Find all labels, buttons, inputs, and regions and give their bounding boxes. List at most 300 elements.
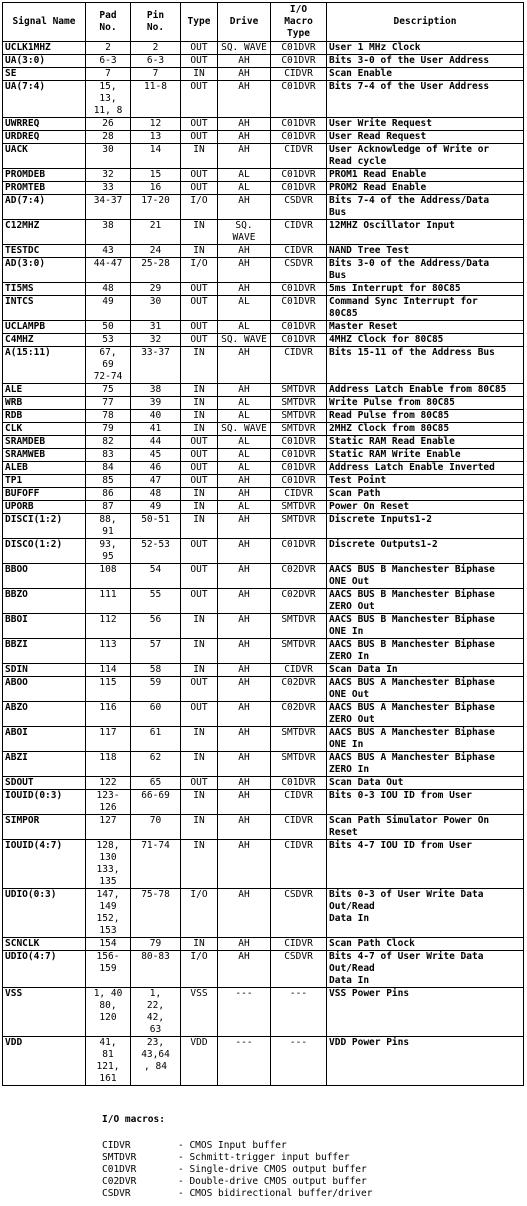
- description-cell: Scan Data Out: [327, 777, 524, 790]
- pad-no-cell: 1, 40 80, 120: [86, 988, 131, 1037]
- io-macro-cell: CIDVR: [271, 68, 327, 81]
- signal-name-cell: UDIO(4:7): [3, 951, 86, 988]
- drive-cell: AH: [218, 488, 271, 501]
- signal-name-cell: DISCI(1:2): [3, 514, 86, 539]
- signal-name-cell: BBZO: [3, 589, 86, 614]
- signal-name-cell: UA(7:4): [3, 81, 86, 118]
- description-cell: PROM1 Read Enable: [327, 169, 524, 182]
- description-cell: Discrete Outputs1-2: [327, 539, 524, 564]
- description-cell: Master Reset: [327, 321, 524, 334]
- drive-cell: AH: [218, 475, 271, 488]
- table-row: [3, 840, 524, 889]
- drive-cell: ---: [218, 1037, 271, 1086]
- signal-name-cell: AD(3:0): [3, 258, 86, 283]
- type-cell: OUT: [181, 777, 218, 790]
- drive-cell: AL: [218, 436, 271, 449]
- table-row: [3, 539, 524, 564]
- table-header-row: [3, 3, 524, 42]
- table-row: [3, 664, 524, 677]
- io-macro-cell: SMTDVR: [271, 397, 327, 410]
- type-cell: IN: [181, 68, 218, 81]
- drive-cell: AH: [218, 258, 271, 283]
- io-macro-cell: CSDVR: [271, 195, 327, 220]
- io-macro-cell: C02DVR: [271, 589, 327, 614]
- pin-no-cell: 75-78: [131, 889, 181, 938]
- legend-macro-name: C02DVR: [102, 1176, 137, 1187]
- pin-no-cell: 50-51: [131, 514, 181, 539]
- drive-cell: AH: [218, 702, 271, 727]
- pin-no-cell: 2: [131, 42, 181, 55]
- drive-cell: AH: [218, 752, 271, 777]
- type-cell: OUT: [181, 475, 218, 488]
- table-row: [3, 777, 524, 790]
- signal-name-cell: SRAMDEB: [3, 436, 86, 449]
- drive-cell: ---: [218, 988, 271, 1037]
- pin-no-cell: 12: [131, 118, 181, 131]
- type-cell: OUT: [181, 169, 218, 182]
- type-cell: OUT: [181, 55, 218, 68]
- type-cell: I/O: [181, 951, 218, 988]
- pin-no-cell: 49: [131, 501, 181, 514]
- pin-no-cell: 62: [131, 752, 181, 777]
- drive-cell: AH: [218, 564, 271, 589]
- io-macro-cell: SMTDVR: [271, 384, 327, 397]
- description-cell: Static RAM Write Enable: [327, 449, 524, 462]
- pad-no-cell: 67, 69 72-74: [86, 347, 131, 384]
- table-row: [3, 423, 524, 436]
- drive-cell: AH: [218, 68, 271, 81]
- pad-no-cell: 111: [86, 589, 131, 614]
- legend-item: [102, 1176, 372, 1188]
- table-row: [3, 410, 524, 423]
- pad-no-cell: 6-3: [86, 55, 131, 68]
- pad-no-cell: 75: [86, 384, 131, 397]
- type-cell: OUT: [181, 334, 218, 347]
- pin-no-cell: 29: [131, 283, 181, 296]
- table-row: [3, 514, 524, 539]
- pad-no-cell: 15, 13, 11, 8: [86, 81, 131, 118]
- drive-cell: AH: [218, 951, 271, 988]
- table-row: [3, 81, 524, 118]
- pad-no-cell: 116: [86, 702, 131, 727]
- description-cell: Bits 3-0 of the User Address: [327, 55, 524, 68]
- drive-cell: AL: [218, 462, 271, 475]
- signal-name-cell: PROMTEB: [3, 182, 86, 195]
- signal-name-cell: ALEB: [3, 462, 86, 475]
- header-type: Type: [181, 3, 218, 42]
- signal-name-cell: IOUID(0:3): [3, 790, 86, 815]
- signal-name-cell: ABOO: [3, 677, 86, 702]
- pad-no-cell: 48: [86, 283, 131, 296]
- description-cell: 4MHZ Clock for 80C85: [327, 334, 524, 347]
- pad-no-cell: 44-47: [86, 258, 131, 283]
- table-row: [3, 144, 524, 169]
- description-cell: 12MHZ Oscillator Input: [327, 220, 524, 245]
- drive-cell: AL: [218, 410, 271, 423]
- table-row: [3, 296, 524, 321]
- drive-cell: AH: [218, 589, 271, 614]
- io-macro-cell: C02DVR: [271, 564, 327, 589]
- io-macro-cell: CSDVR: [271, 951, 327, 988]
- legend-macro-name: CSDVR: [102, 1188, 131, 1199]
- signal-name-cell: UCLK1MHZ: [3, 42, 86, 55]
- type-cell: IN: [181, 220, 218, 245]
- drive-cell: AL: [218, 397, 271, 410]
- description-cell: AACS BUS B Manchester Biphase ONE In: [327, 614, 524, 639]
- io-macro-cell: CIDVR: [271, 790, 327, 815]
- pad-no-cell: 88, 91: [86, 514, 131, 539]
- pin-no-cell: 1, 22, 42, 63: [131, 988, 181, 1037]
- table-row: [3, 118, 524, 131]
- table-row: [3, 639, 524, 664]
- type-cell: OUT: [181, 321, 218, 334]
- io-macro-cell: CIDVR: [271, 488, 327, 501]
- pad-no-cell: 127: [86, 815, 131, 840]
- type-cell: IN: [181, 840, 218, 889]
- type-cell: OUT: [181, 449, 218, 462]
- signal-name-cell: RDB: [3, 410, 86, 423]
- description-cell: PROM2 Read Enable: [327, 182, 524, 195]
- table-row: [3, 475, 524, 488]
- pad-no-cell: 84: [86, 462, 131, 475]
- table-row: [3, 951, 524, 988]
- type-cell: VSS: [181, 988, 218, 1037]
- legend-item: [102, 1152, 372, 1164]
- drive-cell: AH: [218, 727, 271, 752]
- description-cell: AACS BUS B Manchester Biphase ONE Out: [327, 564, 524, 589]
- io-macros-legend: [102, 1114, 372, 1200]
- table-row: [3, 384, 524, 397]
- pin-no-cell: 41: [131, 423, 181, 436]
- type-cell: IN: [181, 614, 218, 639]
- type-cell: OUT: [181, 131, 218, 144]
- drive-cell: AL: [218, 169, 271, 182]
- type-cell: OUT: [181, 182, 218, 195]
- drive-cell: AH: [218, 144, 271, 169]
- signal-name-cell: SE: [3, 68, 86, 81]
- pin-no-cell: 38: [131, 384, 181, 397]
- legend-macro-description: - CMOS bidirectional buffer/driver: [178, 1188, 373, 1199]
- drive-cell: AH: [218, 815, 271, 840]
- description-cell: AACS BUS A Manchester Biphase ZERO Out: [327, 702, 524, 727]
- pin-no-cell: 66-69: [131, 790, 181, 815]
- pad-no-cell: 34-37: [86, 195, 131, 220]
- pad-no-cell: 86: [86, 488, 131, 501]
- table-row: [3, 752, 524, 777]
- description-cell: Bits 0-3 IOU ID from User: [327, 790, 524, 815]
- pad-no-cell: 33: [86, 182, 131, 195]
- drive-cell: AL: [218, 449, 271, 462]
- signal-name-cell: ABZI: [3, 752, 86, 777]
- drive-cell: AH: [218, 840, 271, 889]
- description-cell: Bits 4-7 of User Write Data Out/Read Data In: [327, 951, 524, 988]
- drive-cell: AH: [218, 245, 271, 258]
- pad-no-cell: 87: [86, 501, 131, 514]
- pin-no-cell: 80-83: [131, 951, 181, 988]
- type-cell: OUT: [181, 539, 218, 564]
- io-macro-cell: C02DVR: [271, 702, 327, 727]
- pin-no-cell: 23, 43,64 , 84: [131, 1037, 181, 1086]
- table-row: [3, 677, 524, 702]
- header-drive: Drive: [218, 3, 271, 42]
- drive-cell: AH: [218, 790, 271, 815]
- pad-no-cell: 122: [86, 777, 131, 790]
- io-macro-cell: C01DVR: [271, 334, 327, 347]
- signal-name-cell: TP1: [3, 475, 86, 488]
- type-cell: IN: [181, 423, 218, 436]
- signal-name-cell: VDD: [3, 1037, 86, 1086]
- signal-name-cell: VSS: [3, 988, 86, 1037]
- table-row: [3, 1037, 524, 1086]
- pin-no-cell: 33-37: [131, 347, 181, 384]
- drive-cell: AH: [218, 664, 271, 677]
- table-row: [3, 68, 524, 81]
- io-macro-cell: CSDVR: [271, 258, 327, 283]
- type-cell: IN: [181, 488, 218, 501]
- type-cell: OUT: [181, 589, 218, 614]
- description-cell: VDD Power Pins: [327, 1037, 524, 1086]
- io-macro-cell: CIDVR: [271, 220, 327, 245]
- description-cell: User Read Request: [327, 131, 524, 144]
- table-row: [3, 815, 524, 840]
- pad-no-cell: 82: [86, 436, 131, 449]
- type-cell: IN: [181, 410, 218, 423]
- pad-no-cell: 28: [86, 131, 131, 144]
- pad-no-cell: 108: [86, 564, 131, 589]
- pad-no-cell: 147, 149 152, 153: [86, 889, 131, 938]
- drive-cell: AH: [218, 347, 271, 384]
- pad-no-cell: 7: [86, 68, 131, 81]
- description-cell: Bits 15-11 of the Address Bus: [327, 347, 524, 384]
- table-row: [3, 462, 524, 475]
- io-macro-cell: SMTDVR: [271, 423, 327, 436]
- pad-no-cell: 93, 95: [86, 539, 131, 564]
- io-macro-cell: SMTDVR: [271, 410, 327, 423]
- signal-name-cell: INTCS: [3, 296, 86, 321]
- signal-name-cell: TESTDC: [3, 245, 86, 258]
- table-row: [3, 501, 524, 514]
- io-macro-cell: CIDVR: [271, 938, 327, 951]
- pad-no-cell: 43: [86, 245, 131, 258]
- pad-no-cell: 117: [86, 727, 131, 752]
- io-macro-cell: C01DVR: [271, 118, 327, 131]
- pin-no-cell: 65: [131, 777, 181, 790]
- drive-cell: AH: [218, 55, 271, 68]
- pin-no-cell: 45: [131, 449, 181, 462]
- pin-no-cell: 47: [131, 475, 181, 488]
- pad-no-cell: 32: [86, 169, 131, 182]
- drive-cell: AH: [218, 514, 271, 539]
- description-cell: Test Point: [327, 475, 524, 488]
- signal-name-cell: ALE: [3, 384, 86, 397]
- drive-cell: AH: [218, 81, 271, 118]
- drive-cell: AH: [218, 614, 271, 639]
- description-cell: Address Latch Enable from 80C85: [327, 384, 524, 397]
- description-cell: User Acknowledge of Write or Read cycle: [327, 144, 524, 169]
- description-cell: Static RAM Read Enable: [327, 436, 524, 449]
- io-macro-cell: C01DVR: [271, 462, 327, 475]
- legend-macro-description: - Double-drive CMOS output buffer: [178, 1176, 367, 1187]
- io-macro-cell: SMTDVR: [271, 501, 327, 514]
- pin-no-cell: 21: [131, 220, 181, 245]
- drive-cell: SQ. WAVE: [218, 220, 271, 245]
- pad-no-cell: 79: [86, 423, 131, 436]
- signal-name-cell: SCNCLK: [3, 938, 86, 951]
- io-macro-cell: ---: [271, 1037, 327, 1086]
- pin-no-cell: 58: [131, 664, 181, 677]
- signal-table: [2, 2, 524, 1086]
- pin-no-cell: 31: [131, 321, 181, 334]
- legend-macro-description: - Schmitt-trigger input buffer: [178, 1152, 350, 1163]
- signal-name-cell: BBZI: [3, 639, 86, 664]
- pin-no-cell: 6-3: [131, 55, 181, 68]
- table-row: [3, 988, 524, 1037]
- io-macro-cell: CIDVR: [271, 245, 327, 258]
- drive-cell: AL: [218, 296, 271, 321]
- pin-no-cell: 17-20: [131, 195, 181, 220]
- table-row: [3, 131, 524, 144]
- drive-cell: AH: [218, 938, 271, 951]
- type-cell: IN: [181, 664, 218, 677]
- type-cell: OUT: [181, 42, 218, 55]
- signal-name-cell: ABOI: [3, 727, 86, 752]
- description-cell: Discrete Inputs1-2: [327, 514, 524, 539]
- io-macro-cell: CIDVR: [271, 347, 327, 384]
- description-cell: Power On Reset: [327, 501, 524, 514]
- signal-name-cell: A(15:11): [3, 347, 86, 384]
- io-macro-cell: C01DVR: [271, 436, 327, 449]
- drive-cell: SQ. WAVE: [218, 42, 271, 55]
- description-cell: Scan Path Clock: [327, 938, 524, 951]
- pin-no-cell: 52-53: [131, 539, 181, 564]
- signal-name-cell: AD(7:4): [3, 195, 86, 220]
- io-macro-cell: CIDVR: [271, 815, 327, 840]
- pad-no-cell: 78: [86, 410, 131, 423]
- type-cell: OUT: [181, 296, 218, 321]
- drive-cell: AH: [218, 539, 271, 564]
- pin-no-cell: 39: [131, 397, 181, 410]
- pin-no-cell: 16: [131, 182, 181, 195]
- drive-cell: AH: [218, 777, 271, 790]
- description-cell: 5ms Interrupt for 80C85: [327, 283, 524, 296]
- table-row: [3, 182, 524, 195]
- io-macro-cell: C01DVR: [271, 475, 327, 488]
- io-macro-cell: CIDVR: [271, 840, 327, 889]
- pad-no-cell: 41, 81 121, 161: [86, 1037, 131, 1086]
- type-cell: IN: [181, 727, 218, 752]
- signal-name-cell: UWRREQ: [3, 118, 86, 131]
- table-row: [3, 702, 524, 727]
- pin-no-cell: 44: [131, 436, 181, 449]
- pin-no-cell: 59: [131, 677, 181, 702]
- io-macro-cell: SMTDVR: [271, 727, 327, 752]
- drive-cell: SQ. WAVE: [218, 334, 271, 347]
- pin-no-cell: 56: [131, 614, 181, 639]
- drive-cell: AH: [218, 677, 271, 702]
- signal-name-cell: BBOO: [3, 564, 86, 589]
- description-cell: AACS BUS A Manchester Biphase ONE Out: [327, 677, 524, 702]
- type-cell: OUT: [181, 462, 218, 475]
- drive-cell: AH: [218, 639, 271, 664]
- type-cell: OUT: [181, 118, 218, 131]
- pad-no-cell: 112: [86, 614, 131, 639]
- type-cell: IN: [181, 501, 218, 514]
- table-row: [3, 42, 524, 55]
- table-row: [3, 938, 524, 951]
- table-row: [3, 790, 524, 815]
- description-cell: Bits 7-4 of the Address/Data Bus: [327, 195, 524, 220]
- drive-cell: AH: [218, 889, 271, 938]
- pin-no-cell: 55: [131, 589, 181, 614]
- pin-no-cell: 54: [131, 564, 181, 589]
- type-cell: OUT: [181, 436, 218, 449]
- pin-no-cell: 11-8: [131, 81, 181, 118]
- header-pin-no: Pin No.: [131, 3, 181, 42]
- table-row: [3, 397, 524, 410]
- type-cell: OUT: [181, 702, 218, 727]
- type-cell: VDD: [181, 1037, 218, 1086]
- description-cell: Bits 7-4 of the User Address: [327, 81, 524, 118]
- io-macro-cell: C01DVR: [271, 131, 327, 144]
- pad-no-cell: 2: [86, 42, 131, 55]
- description-cell: Scan Enable: [327, 68, 524, 81]
- type-cell: IN: [181, 384, 218, 397]
- description-cell: Bits 0-3 of User Write Data Out/Read Data In: [327, 889, 524, 938]
- signal-name-cell: PROMDEB: [3, 169, 86, 182]
- type-cell: OUT: [181, 677, 218, 702]
- pad-no-cell: 123- 126: [86, 790, 131, 815]
- type-cell: OUT: [181, 81, 218, 118]
- io-macro-cell: CSDVR: [271, 889, 327, 938]
- type-cell: OUT: [181, 283, 218, 296]
- pin-no-cell: 25-28: [131, 258, 181, 283]
- pin-no-cell: 46: [131, 462, 181, 475]
- io-macro-cell: C01DVR: [271, 283, 327, 296]
- table-row: [3, 283, 524, 296]
- pin-no-cell: 70: [131, 815, 181, 840]
- pin-no-cell: 71-74: [131, 840, 181, 889]
- description-cell: Command Sync Interrupt for 80C85: [327, 296, 524, 321]
- header-io-macro-type: I/O Macro Type: [271, 3, 327, 42]
- drive-cell: AL: [218, 321, 271, 334]
- type-cell: IN: [181, 245, 218, 258]
- type-cell: I/O: [181, 195, 218, 220]
- type-cell: IN: [181, 790, 218, 815]
- pad-no-cell: 156- 159: [86, 951, 131, 988]
- header-description: Description: [327, 3, 524, 42]
- table-row: [3, 727, 524, 752]
- pin-no-cell: 79: [131, 938, 181, 951]
- table-row: [3, 195, 524, 220]
- drive-cell: AH: [218, 195, 271, 220]
- pin-no-cell: 40: [131, 410, 181, 423]
- io-macro-cell: SMTDVR: [271, 514, 327, 539]
- description-cell: Bits 4-7 IOU ID from User: [327, 840, 524, 889]
- table-row: [3, 334, 524, 347]
- pad-no-cell: 50: [86, 321, 131, 334]
- description-cell: Address Latch Enable Inverted: [327, 462, 524, 475]
- description-cell: AACS BUS A Manchester Biphase ONE In: [327, 727, 524, 752]
- pad-no-cell: 118: [86, 752, 131, 777]
- signal-name-cell: WRB: [3, 397, 86, 410]
- io-macro-cell: C01DVR: [271, 81, 327, 118]
- description-cell: NAND Tree Test: [327, 245, 524, 258]
- type-cell: IN: [181, 639, 218, 664]
- signal-name-cell: UDIO(0:3): [3, 889, 86, 938]
- io-macro-cell: ---: [271, 988, 327, 1037]
- pin-no-cell: 7: [131, 68, 181, 81]
- drive-cell: AH: [218, 131, 271, 144]
